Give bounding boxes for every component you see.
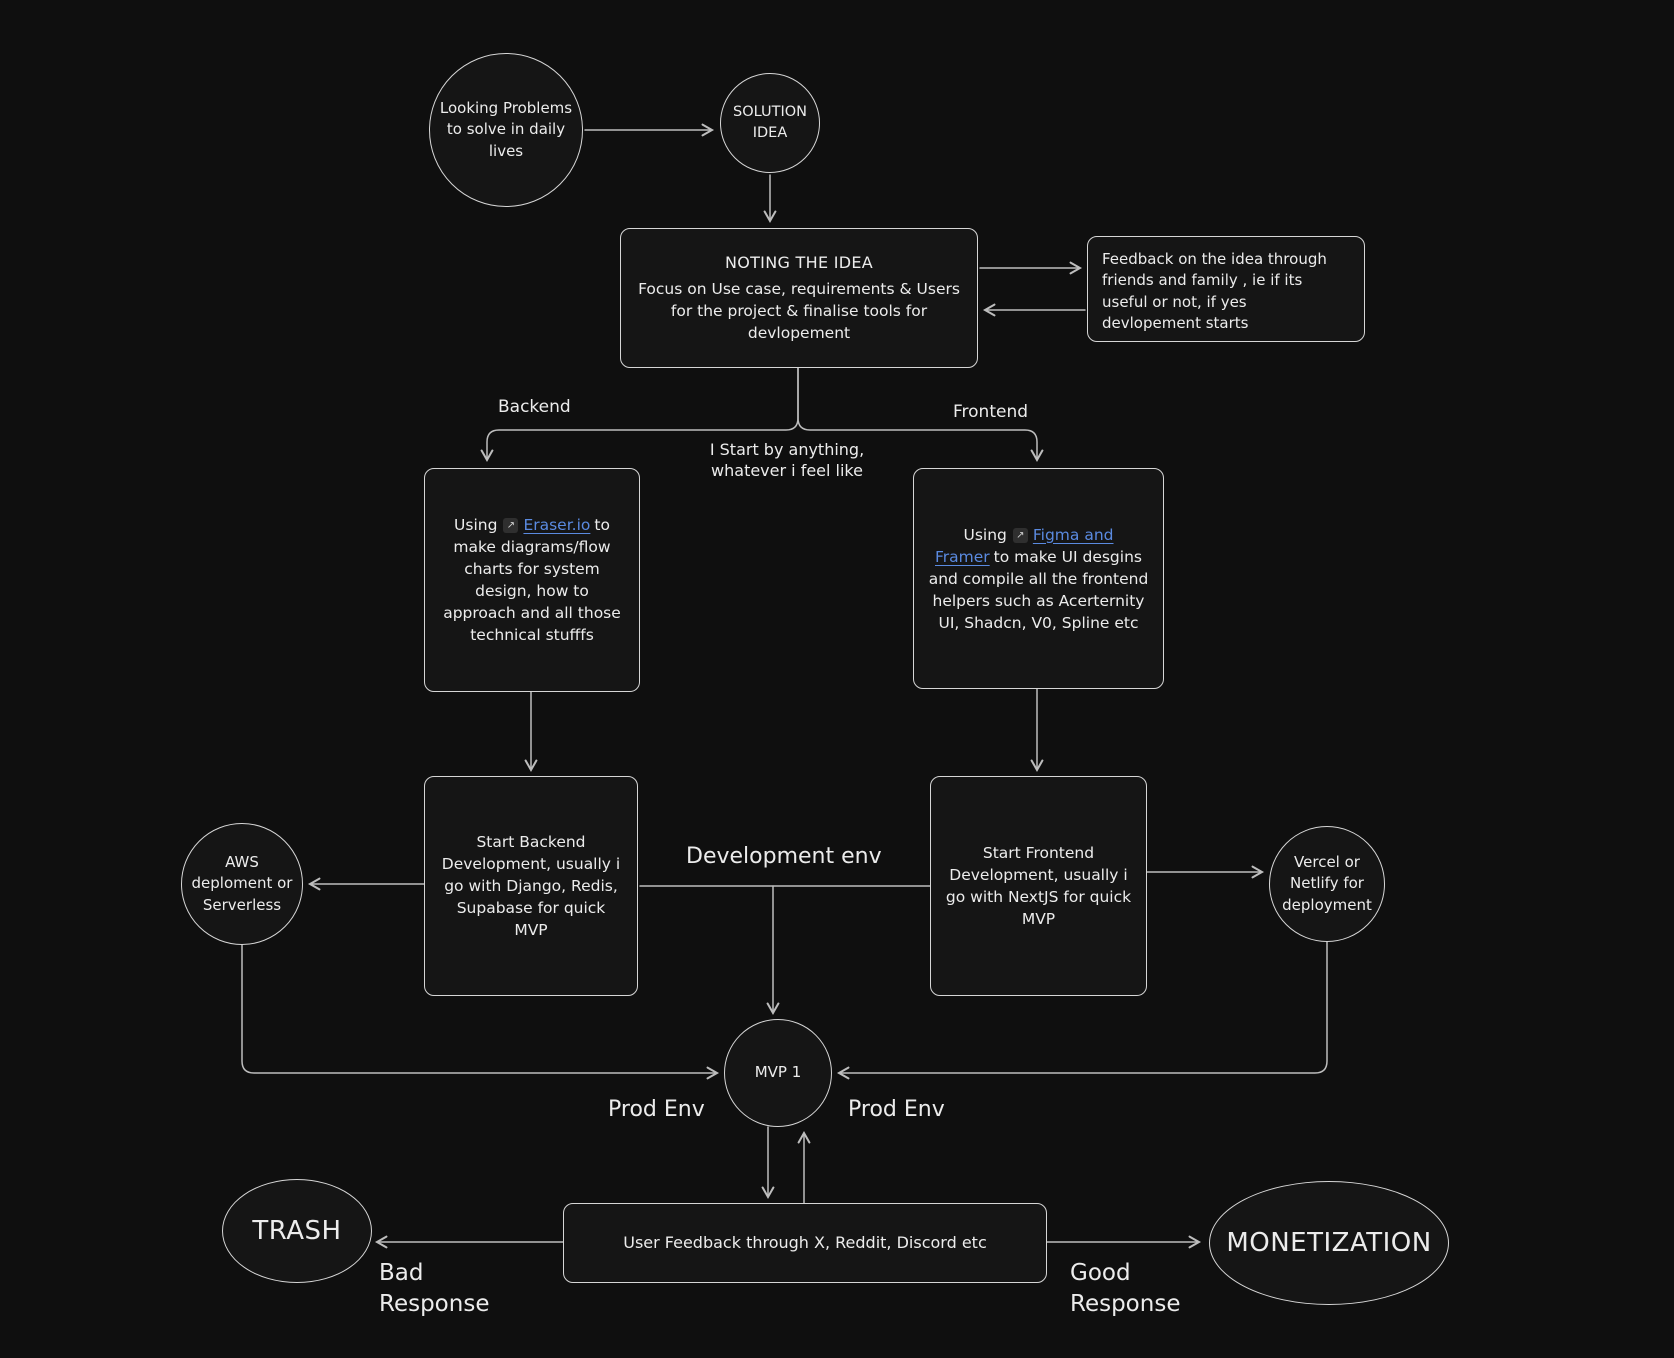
node-vercel[interactable]: [1269, 826, 1385, 942]
node-looking-problems-label: Looking Problems to solve in daily lives: [439, 99, 573, 160]
figma-link[interactable]: Figma and Framer: [935, 525, 1114, 566]
node-solution-idea-label: SOLUTION IDEA: [733, 104, 807, 141]
node-noting-idea-body: Focus on Use case, requirements & Users for the project & finalise tools for devlopement: [638, 280, 960, 343]
node-aws-label: AWS deploment or Serverless: [191, 853, 293, 914]
eraser-link[interactable]: Eraser.io: [523, 516, 591, 534]
node-figma-suffix: to make UI desgins and compile all the frontend helpers such as Acerternity UI, Shadcn, V0, Spline etc: [928, 547, 1149, 632]
node-aws[interactable]: [181, 823, 303, 945]
label-bad-response: Bad Response: [379, 1260, 490, 1318]
node-trash-label: TRASH: [252, 1215, 342, 1246]
node-figma[interactable]: [913, 468, 1164, 689]
label-prod-env-right: Prod Env: [848, 1097, 945, 1122]
label-backend: Backend: [498, 397, 571, 417]
node-user-feedback-label: User Feedback through X, Reddit, Discord etc: [623, 1232, 987, 1252]
label-start-anything: I Start by anything, whatever i feel like: [709, 440, 865, 480]
node-frontend-dev[interactable]: [930, 776, 1147, 996]
external-link-icon: ↗: [503, 518, 518, 533]
node-backend-dev[interactable]: [424, 776, 638, 996]
node-backend-dev-label: Start Backend Development, usually i go with Django, Redis, Supabase for quick MVP: [441, 833, 621, 939]
label-prod-env-left: Prod Env: [608, 1097, 705, 1122]
node-mvp[interactable]: [724, 1019, 832, 1127]
node-vercel-label: Vercel or Netlify for deployment: [1282, 853, 1372, 914]
node-monetization-label: MONETIZATION: [1226, 1227, 1432, 1258]
label-development-env: Development env: [686, 844, 882, 869]
node-mvp-label: MVP 1: [754, 1063, 802, 1082]
external-link-icon: ↗: [1013, 528, 1028, 543]
node-looking-problems[interactable]: [429, 53, 583, 207]
node-noting-idea[interactable]: [620, 228, 978, 368]
node-eraser-prefix: Using: [454, 516, 498, 534]
node-figma-prefix: Using: [963, 525, 1007, 544]
node-idea-feedback[interactable]: [1087, 236, 1365, 342]
node-eraser-suffix: to make diagrams/flow charts for system design, how to approach and all those technical stufffs: [443, 516, 621, 644]
node-user-feedback[interactable]: [563, 1203, 1047, 1283]
label-frontend: Frontend: [953, 402, 1029, 422]
node-monetization[interactable]: [1209, 1181, 1449, 1305]
node-solution-idea[interactable]: [720, 73, 820, 173]
node-noting-idea-title: NOTING THE IDEA: [724, 252, 874, 272]
node-frontend-dev-label: Start Frontend Development, usually i go with NextJS for quick MVP: [945, 844, 1132, 928]
node-idea-feedback-label: Feedback on the idea through friends and family , ie if its useful or not, if yes devlopement starts: [1102, 250, 1327, 332]
label-good-response: Good Response: [1070, 1260, 1181, 1318]
node-eraser[interactable]: [424, 468, 640, 692]
node-trash[interactable]: [222, 1179, 372, 1283]
